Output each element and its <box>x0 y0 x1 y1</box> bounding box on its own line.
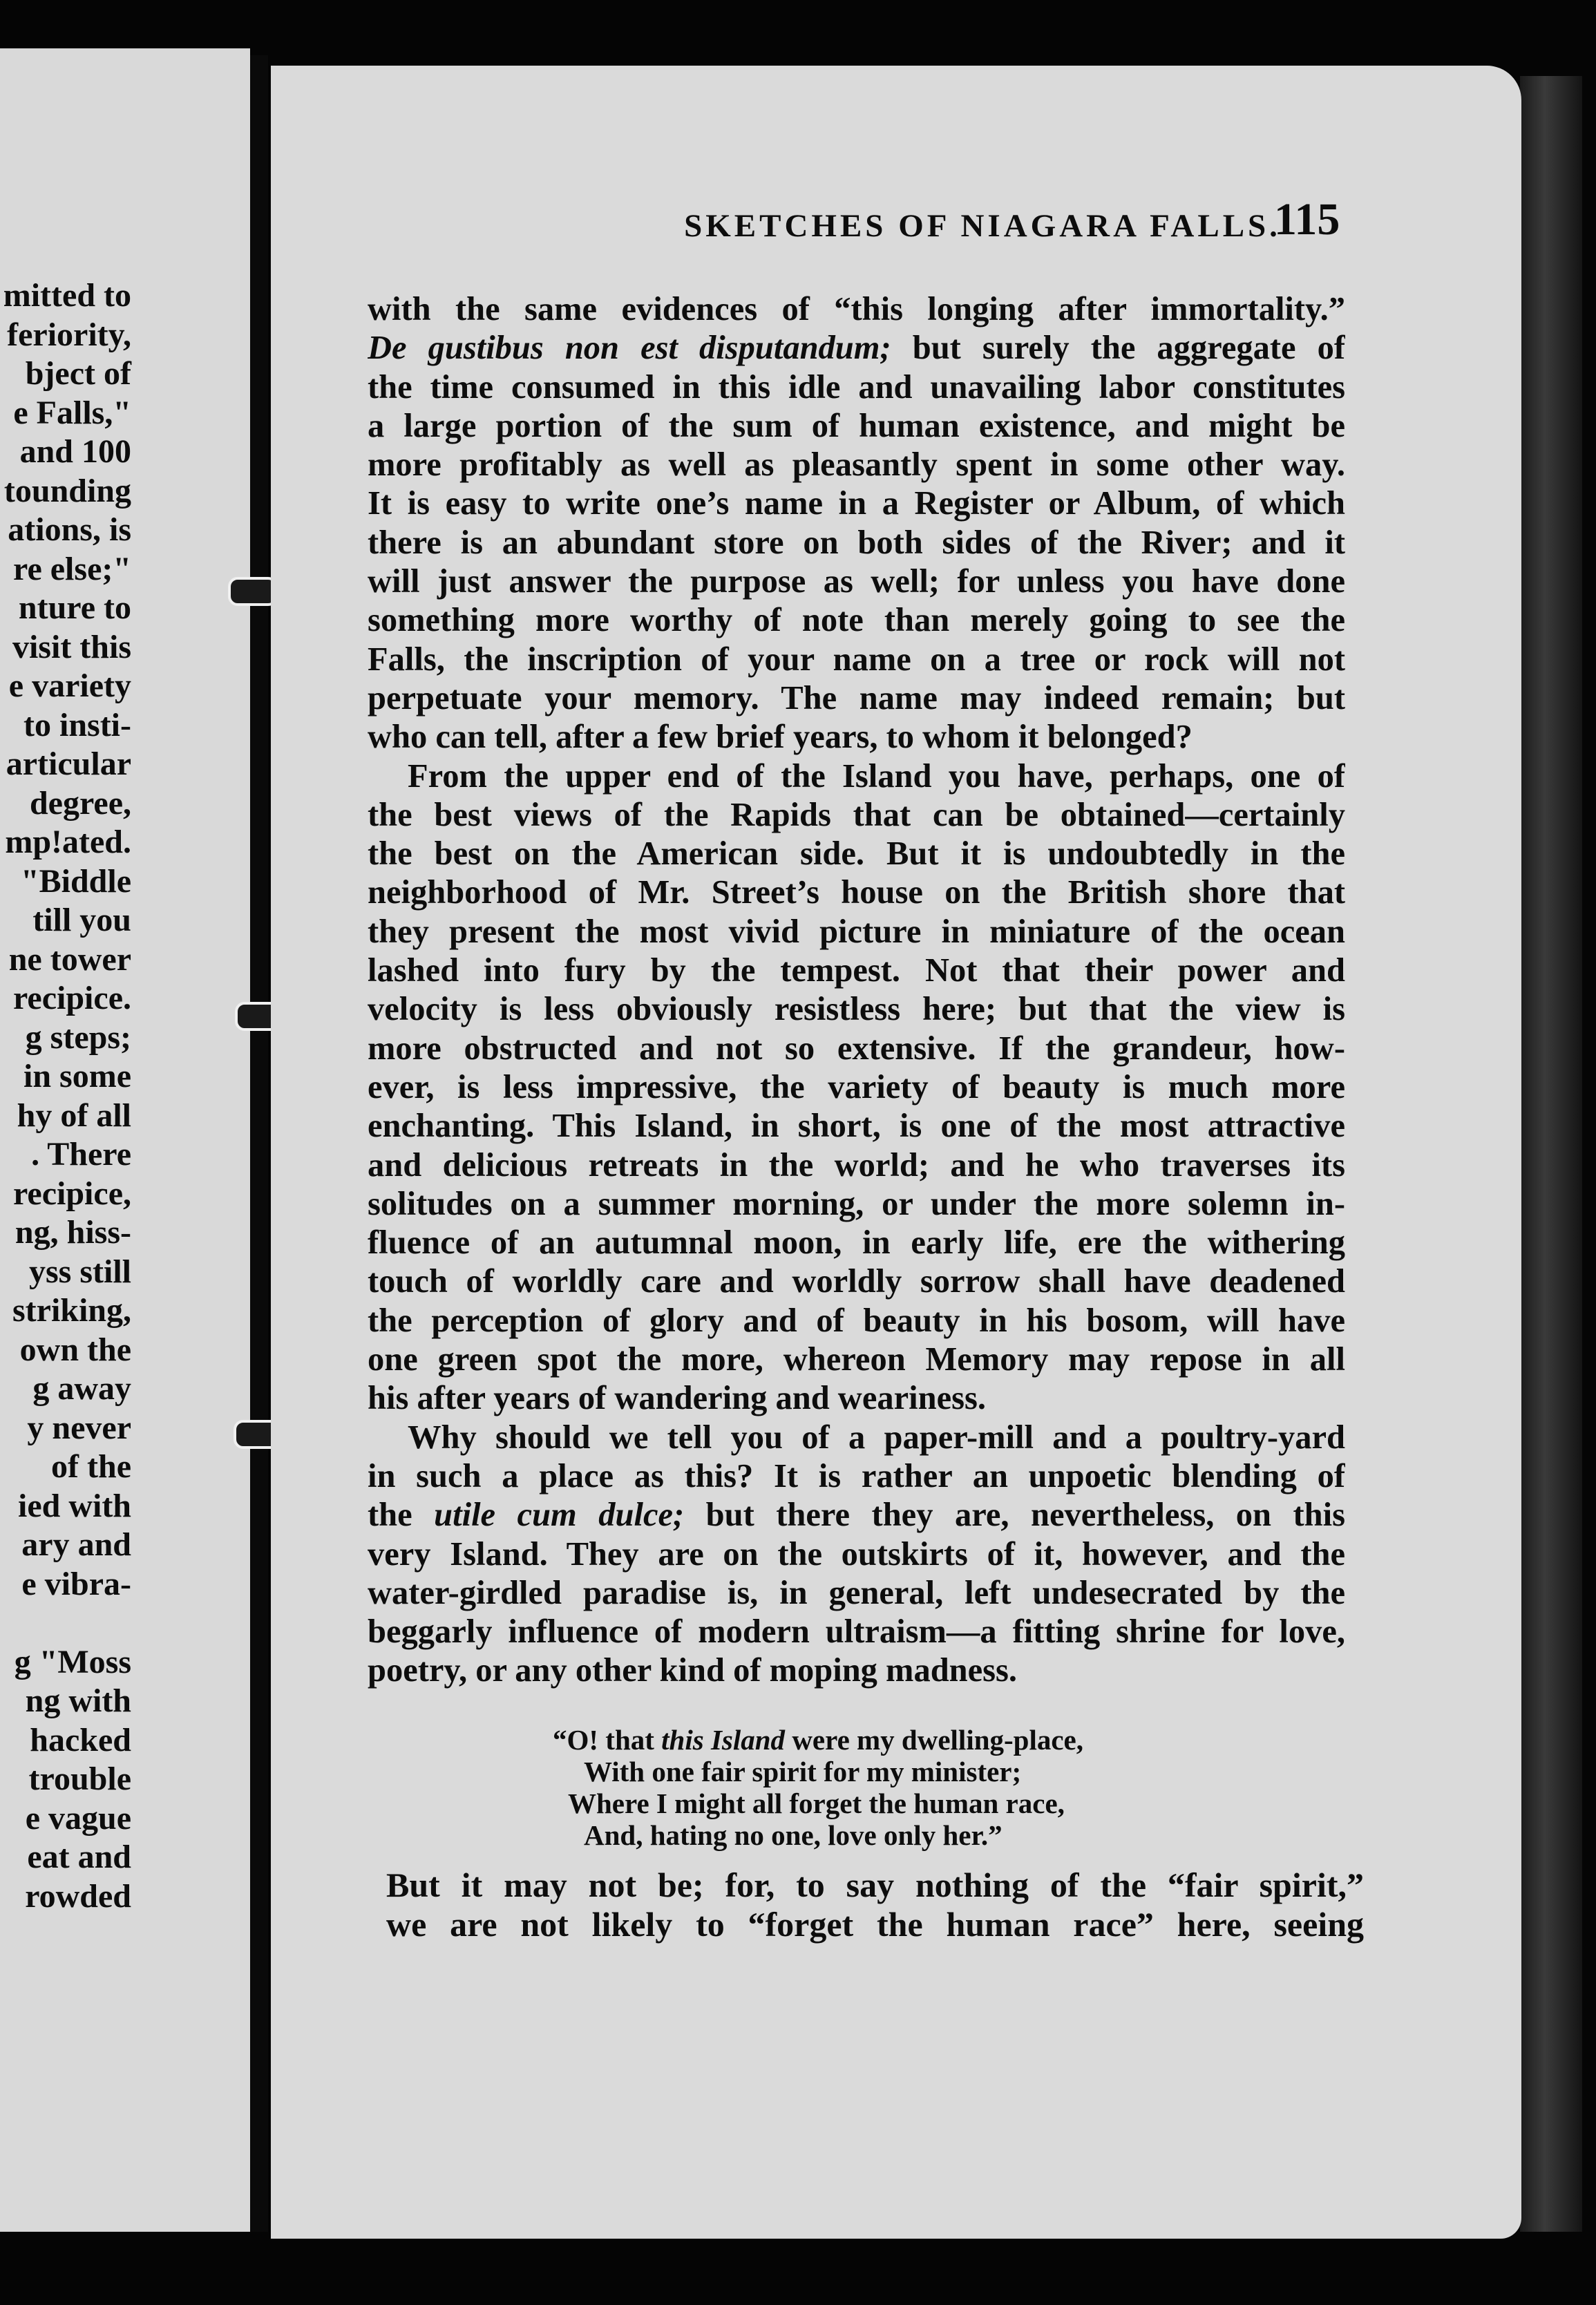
text-line: solitudes on a summer morning, or under the more solemn in- <box>368 1185 1345 1222</box>
text-line: very Island. They are on the outskirts of it, however, and the <box>368 1535 1345 1573</box>
left-page-line: ng, hiss- <box>15 1214 131 1251</box>
left-page-line: e vague <box>25 1799 131 1837</box>
poem-line: With one fair spirit for my minister; <box>584 1756 1022 1787</box>
text-line: beggarly influence of modern ultraism—a fitting shrine for love, <box>368 1613 1345 1651</box>
text-line: fluence of an autumnal moon, in early life, ere the withering <box>368 1224 1345 1262</box>
left-page-line: eat and <box>27 1839 131 1875</box>
left-page-text <box>0 276 131 1916</box>
left-page-line: ations, is <box>8 511 131 548</box>
page-stack-edge <box>1520 76 1582 2232</box>
left-page-line: ied with <box>17 1487 131 1524</box>
text-line: neighborhood of Mr. Street’s house on the British shore that <box>368 874 1345 911</box>
left-page-line: in some <box>23 1058 131 1094</box>
left-page-line: degree, <box>29 784 131 822</box>
left-page-line: recipice. <box>12 980 131 1016</box>
text-line: touch of worldly care and worldly sorrow shall have deadened <box>368 1263 1345 1300</box>
left-page-line: of the <box>51 1448 131 1485</box>
left-page-line: and 100 <box>19 433 131 470</box>
left-page-line: till you <box>32 902 131 938</box>
book-gutter <box>250 55 268 2232</box>
left-page-line: g steps; <box>25 1018 131 1056</box>
poem-line: Where I might all forget the human race, <box>568 1787 1065 1819</box>
text-line: From the upper end of the Island you have, perhaps, one of <box>408 757 1345 795</box>
text-line: will just answer the purpose as well; for unless you have done <box>368 563 1345 600</box>
text-line: De gustibus non est disputandum; but surely the aggregate of <box>368 330 1345 367</box>
text-line: enchanting. This Island, in short, is one of the most attractive <box>368 1108 1345 1145</box>
left-page-line: y never <box>27 1409 131 1446</box>
text-line: the perception of glory and of beauty in his bosom, will have <box>368 1302 1345 1339</box>
text-line: something more worthy of note than merely going to see the <box>368 602 1345 639</box>
left-page-line: rowded <box>25 1877 131 1915</box>
left-page-line: recipice, <box>12 1175 131 1212</box>
closing-text <box>386 1866 1364 1944</box>
left-page-line: re else;" <box>13 550 131 587</box>
text-line: a large portion of the sum of human existence, and might be <box>368 407 1345 444</box>
text-line: perpetuate your memory. The name may indeed remain; but <box>368 679 1345 717</box>
text-line: his after years of wandering and weariness. <box>368 1380 986 1417</box>
text-line: water-girdled paradise is, in general, left undesecrated by the <box>368 1574 1345 1611</box>
text-line: one green spot the more, whereon Memory may repose in all <box>368 1341 1345 1378</box>
left-page-line: ary and <box>21 1526 131 1563</box>
text-line: It is easy to write one’s name in a Register or Album, of which <box>368 485 1345 522</box>
poem-line: And, hating no one, love only her.” <box>584 1819 1003 1851</box>
text-line: in such a place as this? It is rather an unpoetic blending of <box>368 1457 1345 1495</box>
left-page-line: g "Moss <box>14 1643 131 1680</box>
poem-line: “O! that this Island were my dwelling-place, <box>553 1724 1084 1756</box>
left-page-line: hy of all <box>17 1097 131 1134</box>
text-line: there is an abundant store on both sides of the River; and it <box>368 524 1345 561</box>
text-line: Falls, the inscription of your name on a tree or rock will not <box>368 641 1345 678</box>
left-page-line: mitted to <box>3 277 131 314</box>
left-page-line: yss still <box>28 1253 131 1290</box>
left-page-line: nture to <box>18 589 131 626</box>
left-page-line: e vibra- <box>21 1565 131 1602</box>
text-line: the time consumed in this idle and unavailing labor constitutes <box>368 368 1345 406</box>
text-line: Why should we tell you of a paper-mill and a poultry-yard <box>408 1419 1345 1456</box>
text-line: ever, is less impressive, the variety of beauty is much more <box>368 1068 1345 1106</box>
book-page <box>271 66 1521 2239</box>
page-number: 115 <box>1274 194 1340 245</box>
text-line: and delicious retreats in the world; and he who traverses its <box>368 1146 1345 1184</box>
left-page-line: mp!ated. <box>5 824 131 860</box>
text-line: with the same evidences of “this longing after immortality.” <box>368 291 1345 328</box>
text-line: more profitably as well as pleasantly spent in some other way. <box>368 446 1345 484</box>
left-page-line: trouble <box>28 1761 131 1797</box>
left-page-line: hacked <box>30 1721 131 1758</box>
text-line: more obstructed and not so extensive. If the grandeur, how- <box>368 1030 1345 1067</box>
running-head: SKETCHES OF NIAGARA FALLS. <box>684 208 1281 244</box>
text-line: poetry, or any other kind of moping madness. <box>368 1652 1018 1689</box>
left-page-line: to insti- <box>23 706 131 743</box>
text-line: they present the most vivid picture in miniature of the ocean <box>368 913 1345 950</box>
left-page-line: articular <box>6 746 131 782</box>
text-line: we are not likely to “forget the human race” here, seeing <box>386 1905 1364 1944</box>
left-page-line: tounding <box>3 472 131 509</box>
left-facing-page <box>0 48 250 2232</box>
text-line: who can tell, after a few brief years, to whom it belonged? <box>368 719 1193 756</box>
left-page-line <box>0 1604 131 1643</box>
left-page-line: own the <box>19 1331 131 1368</box>
text-line: But it may not be; for, to say nothing of the “fair spirit,” <box>386 1866 1364 1904</box>
left-page-line: . There <box>31 1136 131 1173</box>
text-line: the utile cum dulce; but there they are, nevertheless, on this <box>368 1497 1345 1534</box>
text-line: velocity is less obviously resistless here; but that the view is <box>368 991 1345 1028</box>
text-line: the best views of the Rapids that can be obtained—certainly <box>368 796 1345 833</box>
left-page-line: feriority, <box>7 316 131 353</box>
body-text <box>368 290 1345 1691</box>
left-page-line: ng with <box>25 1682 131 1719</box>
left-page-line: striking, <box>12 1292 131 1329</box>
left-page-line: "Biddle <box>20 862 131 900</box>
left-page-line: ne tower <box>8 940 131 978</box>
text-line: lashed into fury by the tempest. Not that their power and <box>368 952 1345 989</box>
left-page-line: e variety <box>8 667 131 704</box>
left-page-line: bject of <box>25 355 131 392</box>
left-page-line: e Falls," <box>13 394 131 431</box>
left-page-line: visit this <box>12 628 131 665</box>
left-page-line: g away <box>32 1370 131 1407</box>
text-line: the best on the American side. But it is undoubtedly in the <box>368 835 1345 873</box>
poem-quotation <box>271 1724 1300 1851</box>
